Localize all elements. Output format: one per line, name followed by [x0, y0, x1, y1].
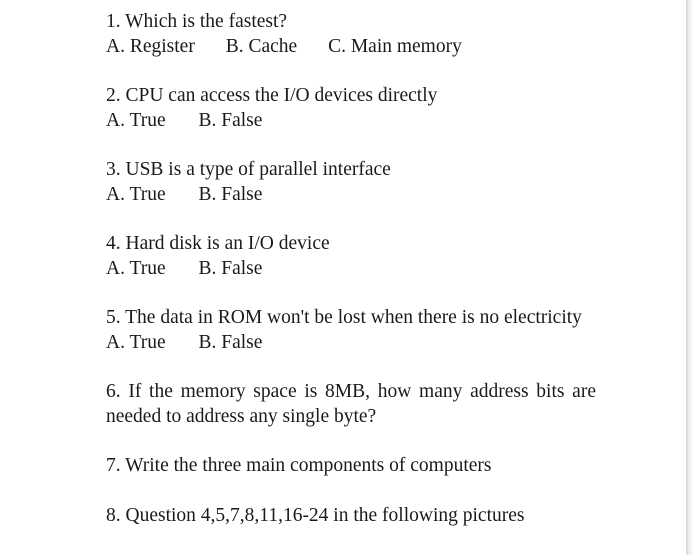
- option-a: A. True: [106, 257, 166, 279]
- question-7: [106, 454, 596, 479]
- question-2: [106, 84, 596, 133]
- question-3-options: [106, 183, 596, 208]
- question-8: [106, 504, 596, 529]
- question-8-text: 8. Question 4,5,7,8,11,16-24 in the following pictures: [106, 504, 525, 526]
- question-5-text: 5. The data in ROM won't be lost when there is no electricity: [106, 307, 582, 328]
- question-6: [106, 380, 596, 429]
- question-1: [106, 10, 596, 59]
- question-4-text: 4. Hard disk is an I/O device: [106, 233, 330, 254]
- question-3-text: 3. USB is a type of parallel interface: [106, 159, 391, 180]
- question-1-options: [106, 35, 596, 60]
- question-1-text: 1. Which is the fastest?: [106, 11, 288, 32]
- question-5-options: [106, 331, 596, 356]
- option-a: A. True: [106, 331, 166, 353]
- question-3: [106, 158, 596, 207]
- option-b: B. Cache: [225, 35, 298, 57]
- question-6-text: 6. If the memory space is 8MB, how many address bits are needed to address any single byte?: [106, 381, 596, 427]
- option-a: A. True: [106, 109, 166, 131]
- option-a: A. Register: [106, 35, 195, 57]
- question-2-options: [106, 109, 596, 134]
- option-b: B. False: [198, 109, 263, 131]
- page-edge-shadow: [686, 0, 700, 555]
- question-5: [106, 306, 596, 355]
- option-c: C. Main memory: [328, 35, 462, 57]
- option-a: A. True: [106, 183, 166, 205]
- question-list: [106, 10, 596, 553]
- option-b: B. False: [198, 257, 263, 279]
- question-7-text: 7. Write the three main components of computers: [106, 455, 492, 476]
- question-2-text: 2. CPU can access the I/O devices directly: [106, 85, 438, 106]
- question-4: [106, 232, 596, 281]
- question-4-options: [106, 257, 596, 282]
- option-b: B. False: [198, 183, 263, 205]
- option-b: B. False: [198, 331, 263, 353]
